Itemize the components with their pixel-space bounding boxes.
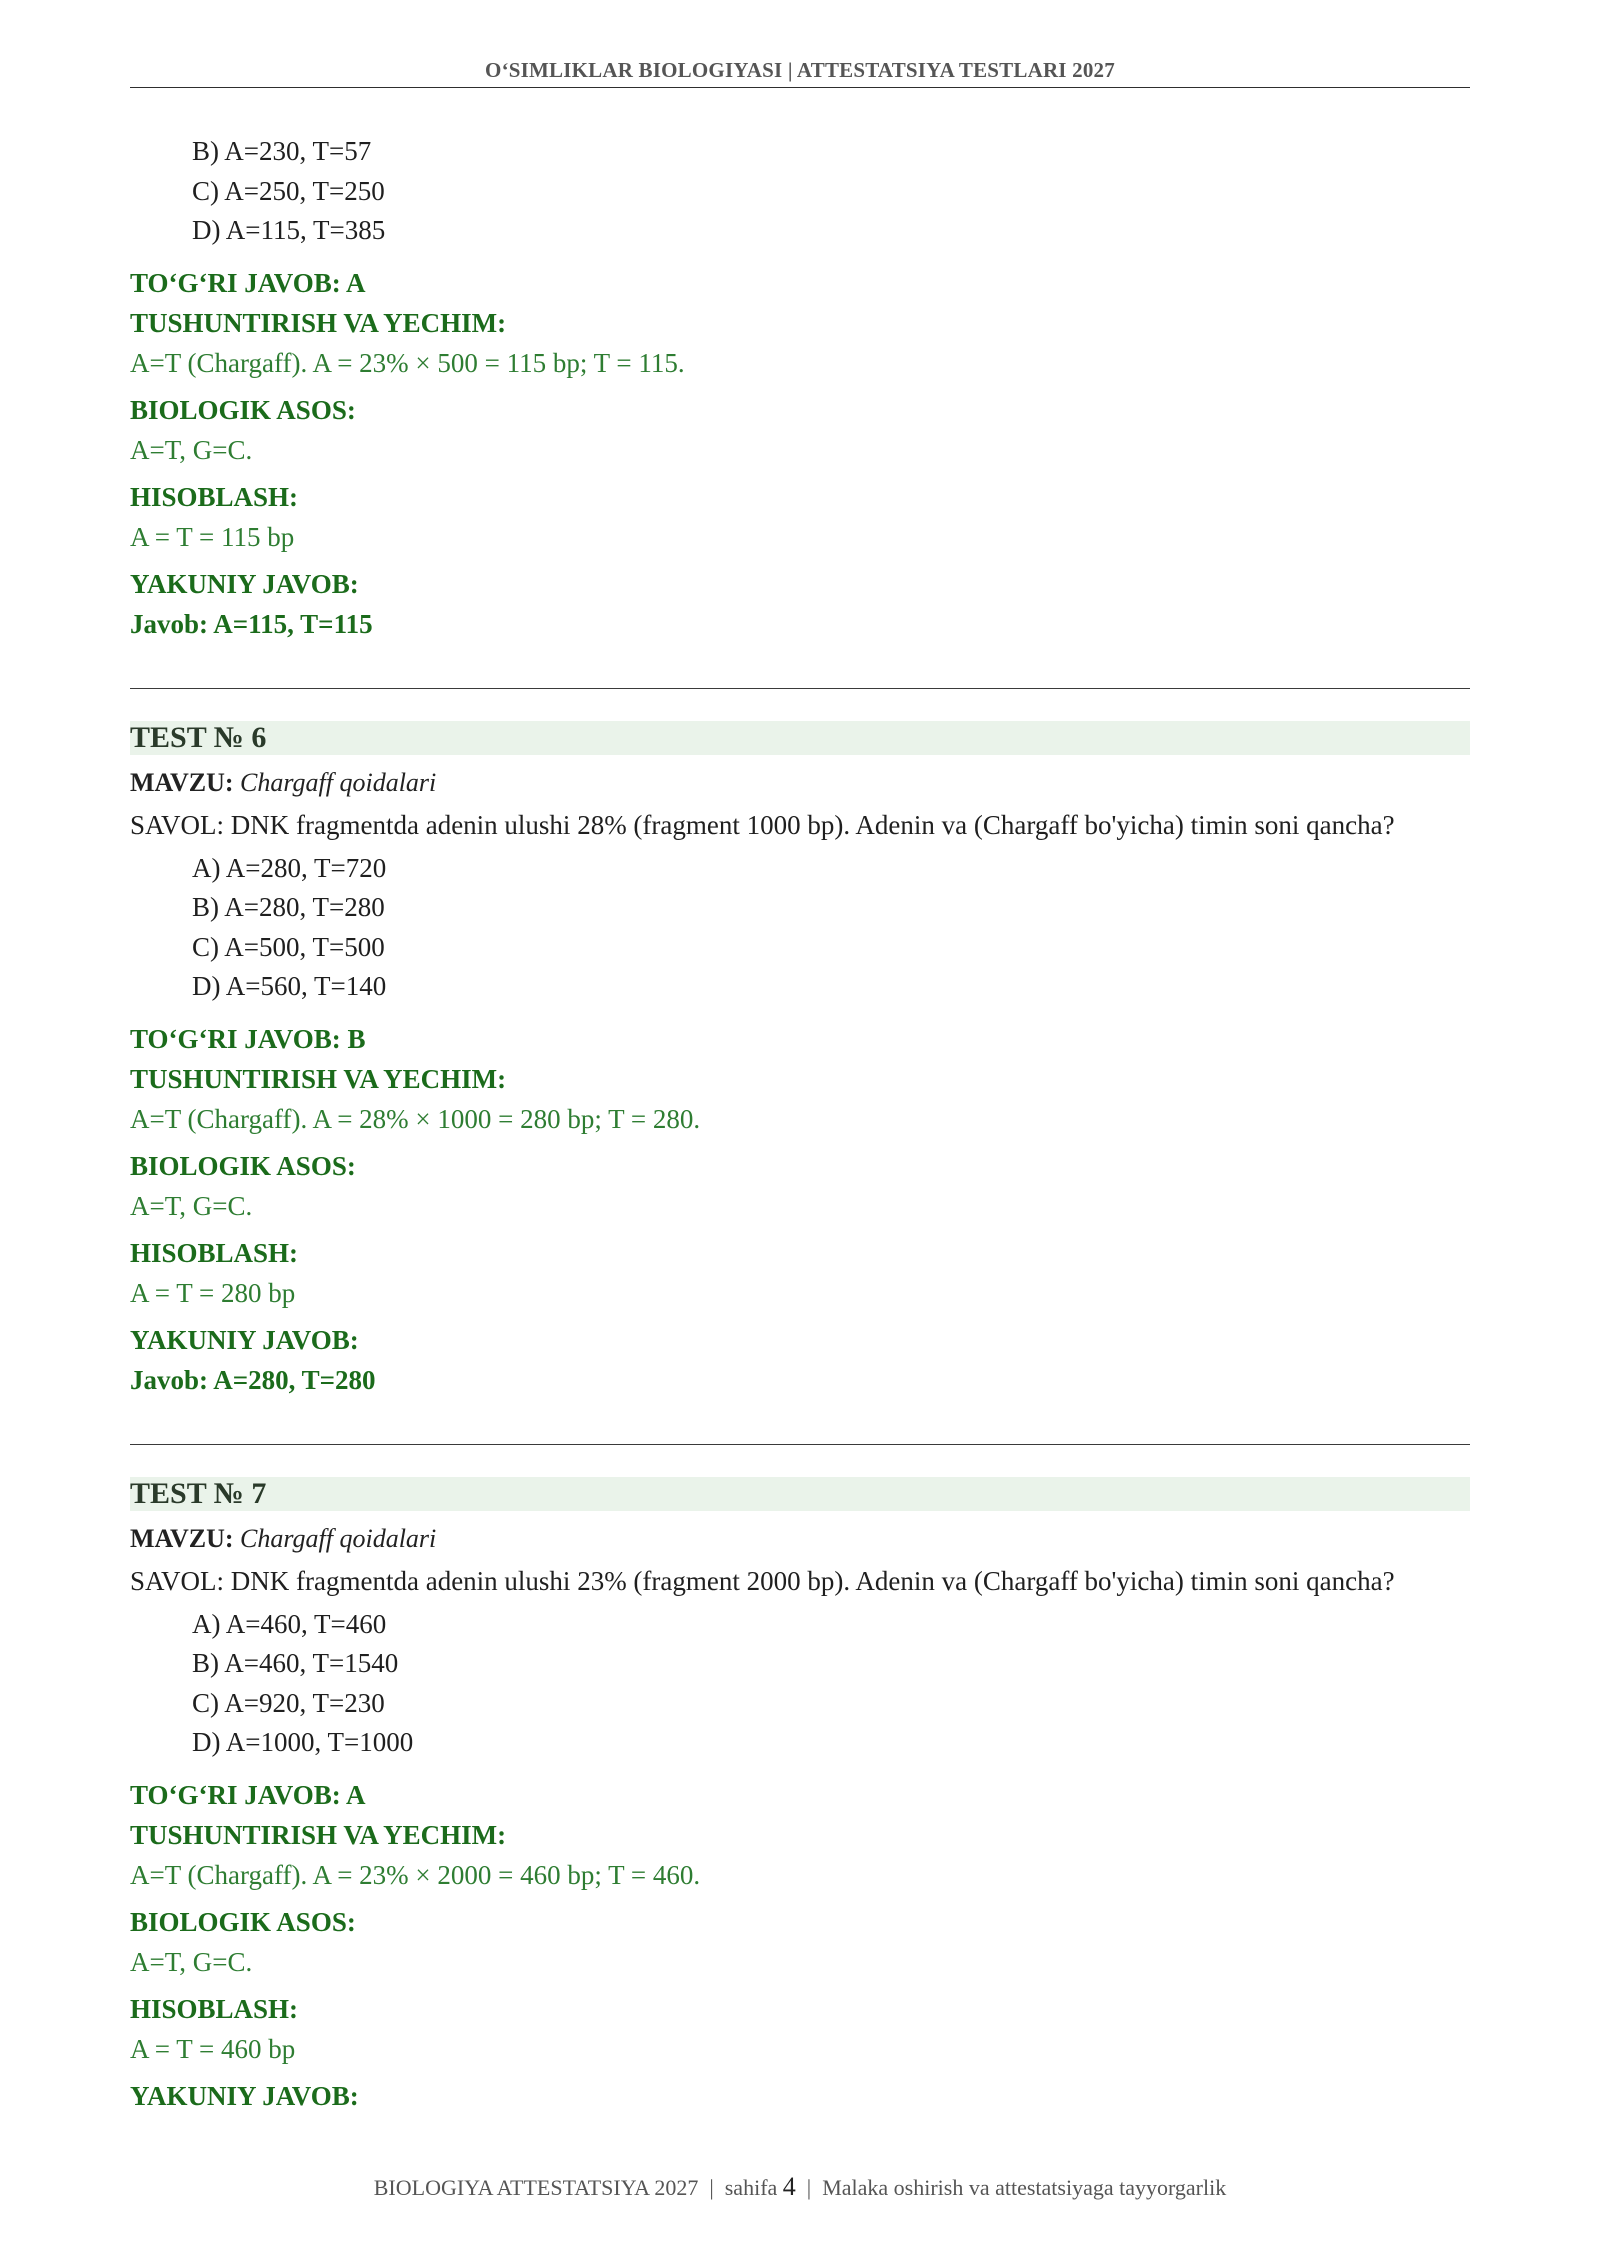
test6-question: SAVOL: DNK fragmentda adenin ulushi 28% (fragment 1000 bp). Adenin va (Chargaff bo'yicha) timin soni qancha? (130, 809, 1395, 840)
test6-explanation: A=T (Chargaff). A = 28% × 1000 = 280 bp; T = 280. (130, 1103, 701, 1134)
page-number: 4 (782, 2172, 796, 2201)
test6-options (192, 849, 1470, 1007)
test5-final-answer: Javob: A=115, T=115 (130, 608, 373, 639)
test7-title: TEST № 7 (130, 1477, 1470, 1511)
test5-basis: A=T, G=C. (130, 434, 253, 465)
test7-options (192, 1605, 1470, 1763)
test7-explanation: A=T (Chargaff). A = 23% × 2000 = 460 bp; T = 460. (130, 1859, 701, 1890)
test7-option-d: D) A=1000, T=1000 (192, 1727, 414, 1757)
test7-topic-value: Chargaff qoidalari (240, 1523, 437, 1553)
test6-basis: A=T, G=C. (130, 1190, 253, 1221)
test6-option-c: C) A=500, T=500 (192, 931, 385, 962)
test7-topic (130, 1519, 1470, 1559)
footer-page-word: sahifa (724, 2175, 778, 2200)
page-content (130, 132, 1470, 2116)
test5-correct-answer: TO‘G‘RI JAVOB: A (130, 267, 366, 298)
test6-correct-answer: TO‘G‘RI JAVOB: B (130, 1023, 366, 1054)
test7-option-c: C) A=920, T=230 (192, 1687, 385, 1718)
test7-final-label: YAKUNIY JAVOB: (130, 2080, 359, 2111)
test6-final-answer: Javob: A=280, T=280 (130, 1364, 376, 1395)
test6-final-label: YAKUNIY JAVOB: (130, 1324, 359, 1355)
document-page (130, 0, 1470, 2262)
running-header: O‘SIMLIKLAR BIOLOGIYASI | ATTESTATSIYA TESTLARI 2027 (485, 58, 1115, 82)
test5-explanation: A=T (Chargaff). A = 23% × 500 = 115 bp; T = 115. (130, 347, 685, 378)
test7-calculation-label: HISOBLASH: (130, 1993, 299, 2024)
test5-option-d: D) A=115, T=385 (192, 215, 386, 245)
test5-calculation: A = T = 115 bp (130, 521, 295, 552)
test7-option-a: A) A=460, T=460 (192, 1608, 387, 1639)
test5-calculation-label: HISOBLASH: (130, 481, 299, 512)
test6-option-a: A) A=280, T=720 (192, 852, 387, 883)
test7-correct-answer: TO‘G‘RI JAVOB: A (130, 1779, 366, 1810)
test6-title: TEST № 6 (130, 721, 1470, 755)
topic-label: MAVZU: (130, 1523, 234, 1553)
test7-basis-label: BIOLOGIK ASOS: (130, 1906, 356, 1937)
test5-option-c: C) A=250, T=250 (192, 175, 385, 206)
test6-explanation-label: TUSHUNTIRISH VA YECHIM: (130, 1063, 507, 1094)
test7-calculation: A = T = 460 bp (130, 2033, 296, 2064)
test5-options (192, 132, 1470, 251)
section-divider (130, 688, 1470, 689)
page-footer (130, 2172, 1470, 2202)
test6-option-b: B) A=280, T=280 (192, 892, 385, 922)
header-rule (130, 87, 1470, 88)
test5-basis-label: BIOLOGIK ASOS: (130, 394, 356, 425)
footer-separator: | (703, 2175, 720, 2200)
test6-topic (130, 763, 1470, 803)
test6-calculation-label: HISOBLASH: (130, 1237, 299, 1268)
test7-question: SAVOL: DNK fragmentda adenin ulushi 23% (fragment 2000 bp). Adenin va (Chargaff bo'yicha) timin soni qancha? (130, 1565, 1395, 1596)
test6-calculation: A = T = 280 bp (130, 1277, 296, 1308)
footer-separator: | (801, 2175, 817, 2200)
section-divider (130, 1444, 1470, 1445)
test6-basis-label: BIOLOGIK ASOS: (130, 1150, 356, 1181)
test7-option-b: B) A=460, T=1540 (192, 1648, 399, 1678)
test7-basis: A=T, G=C. (130, 1946, 253, 1977)
test5-final-label: YAKUNIY JAVOB: (130, 568, 359, 599)
test7-explanation-label: TUSHUNTIRISH VA YECHIM: (130, 1819, 507, 1850)
test5-explanation-label: TUSHUNTIRISH VA YECHIM: (130, 307, 507, 338)
footer-right-text: Malaka oshirish va attestatsiyaga tayyorgarlik (822, 2175, 1227, 2200)
footer-left-text: BIOLOGIYA ATTESTATSIYA 2027 (373, 2175, 699, 2200)
test6-option-d: D) A=560, T=140 (192, 971, 387, 1001)
test6-topic-value: Chargaff qoidalari (240, 767, 437, 797)
topic-label: MAVZU: (130, 767, 234, 797)
test5-option-b: B) A=230, T=57 (192, 136, 372, 166)
